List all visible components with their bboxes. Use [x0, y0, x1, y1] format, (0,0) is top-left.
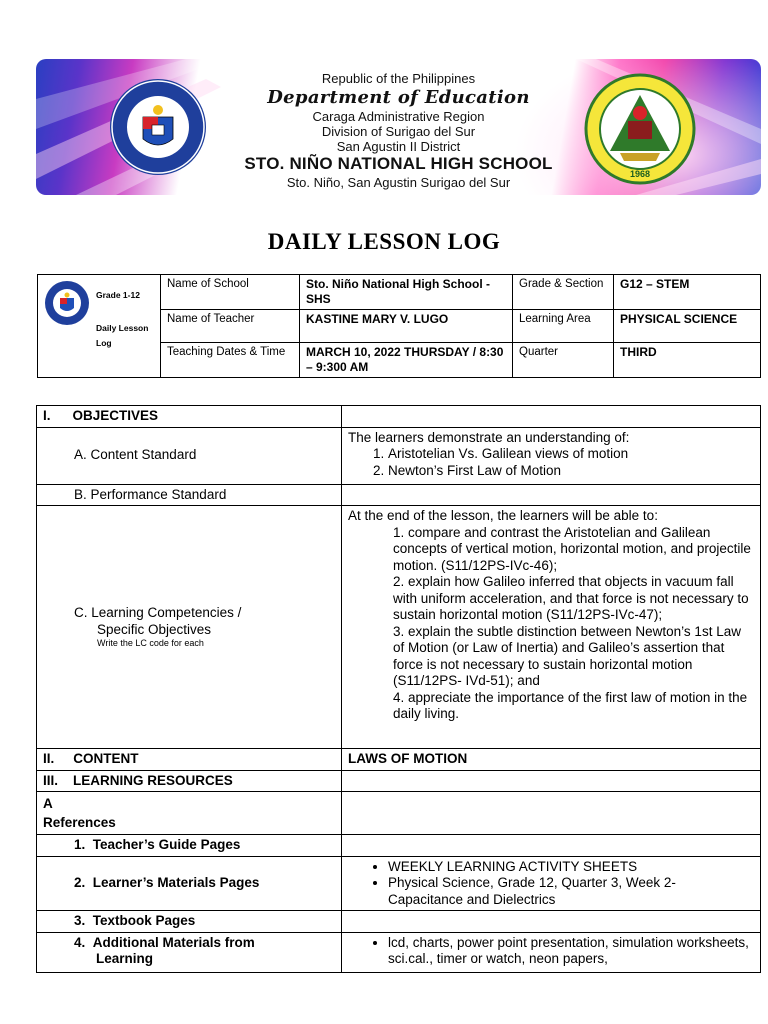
content-standard-label: A. Content Standard [37, 427, 342, 484]
list-item: • Physical Science, Grade 12, Quarter 3, Week 2- Capacitance and Dielectrics [388, 875, 754, 908]
content-standard-value: The learners demonstrate an understanding of: 1. Aristotelian Vs. Galilean views of motion 2. Newton’s First Law of Motion [342, 427, 761, 484]
performance-standard-label: B. Performance Standard [37, 484, 342, 506]
region-text: Caraga Administrative Region [312, 109, 485, 124]
teaching-dates-value: MARCH 10, 2022 THURSDAY / 8:30 – 9:300 AM [300, 343, 513, 378]
teaching-dates-label: Teaching Dates & Time [161, 343, 300, 378]
list-item: 2. Newton’s First Law of Motion [388, 463, 754, 480]
additional-materials-value [342, 932, 761, 972]
list-item: • WEEKLY LEARNING ACTIVITY SHEETS [388, 859, 754, 876]
competencies-value: At the end of the lesson, the learners will be able to: 1. compare and contrast the Aristotelian and Galilean concepts of vertical motion, horizontal motion, and projectile motion. (S11/12PS-IVc-46); 2. explain how Galileo inferred that objects in vacuum fall with uniform acceleration, and that force is not necessary to sustain horizontal motion (S11/12PS-IVc-47); 3. explain the subtle distinction between Newton’s 1st Law of Motion (or Law of Inertia) and Galileo’s assertion that force is not necessary to sustain horizontal motion (S11/12PS- IVd-51); and 4. appreciate the importance of the first law of motion in the daily living. [342, 506, 761, 749]
list-item: • lcd, charts, power point presentation, simulation worksheets, sci.cal., timer or watch, neon papers, [388, 935, 754, 968]
references-heading: A References [37, 792, 342, 835]
quarter-label: Quarter [513, 343, 614, 378]
grade-section-value: G12 – STEM [614, 275, 761, 310]
list-item: 3. explain the subtle distinction between Newton’s 1st Law of Motion (or Law of Inertia) and Galileo’s assertion that force is not necessary to sustain horizontal motion (S11/12PS- IVd-51); and [393, 623, 741, 688]
department-text: Department of Education [267, 87, 530, 108]
name-of-teacher-label: Name of Teacher [161, 310, 300, 343]
list-item: 4. appreciate the importance of the first law of motion in the daily living. [393, 689, 748, 721]
performance-standard-value [342, 484, 761, 506]
learning-area-label: Learning Area [513, 310, 614, 343]
quarter-value: THIRD [614, 343, 761, 378]
tg-pages-label: 1. Teacher’s Guide Pages [37, 835, 342, 857]
lm-pages-label: 2. Learner’s Materials Pages [37, 856, 342, 911]
textbook-pages-value [342, 911, 761, 933]
name-of-teacher-value: KASTINE MARY V. LUGO [300, 310, 513, 343]
textbook-pages-label: 3. Textbook Pages [37, 911, 342, 933]
grade-section-label: Grade & Section [513, 275, 614, 310]
lesson-plan-table [36, 405, 761, 973]
page-title: DAILY LESSON LOG [267, 229, 501, 254]
school-address: Sto. Niño, San Agustin Surigao del Sur [286, 175, 511, 190]
district-text: San Agustin II District [336, 139, 461, 154]
competencies-label: C. Learning Competencies / Specific Objectives Write the LC code for each [37, 506, 342, 749]
name-of-school-label: Name of School [161, 275, 300, 310]
dll-label: Daily Lesson Log [96, 323, 149, 348]
division-text: Division of Surigao del Sur [321, 124, 476, 139]
school-seal-year: 1968 [629, 169, 651, 179]
republic-text: Republic of the Philippines [321, 71, 476, 86]
lesson-info-table [37, 274, 761, 378]
list-item: 1. compare and contrast the Aristotelian and Galilean concepts of vertical motion, horizontal motion, and projectile motion. (S11/12PS-IVc-46); [393, 524, 751, 573]
lm-pages-value [342, 856, 761, 911]
logo-cell [38, 275, 161, 378]
competencies-note: Write the LC code for each [97, 638, 204, 648]
header-banner [36, 59, 761, 195]
learning-area-value: PHYSICAL SCIENCE [614, 310, 761, 343]
objectives-heading: I. OBJECTIVES [37, 406, 342, 428]
name-of-school-value: Sto. Niño National High School - SHS [300, 275, 513, 310]
deped-small-seal-icon [44, 280, 90, 326]
content-value: LAWS OF MOTION [342, 749, 761, 771]
list-item: 1. Aristotelian Vs. Galilean views of motion [388, 446, 754, 463]
grade-label: Grade 1-12 [96, 290, 140, 300]
additional-materials-label: 4. Additional Materials from Learning [37, 932, 342, 972]
tg-pages-value [342, 835, 761, 857]
resources-heading: III. LEARNING RESOURCES [37, 770, 342, 792]
list-item: 2. explain how Galileo inferred that objects in vacuum fall with uniform acceleration, and that force is not necessary to sustain horizontal motion (S11/12PS-IVc-47); [393, 574, 749, 622]
content-heading: II. CONTENT [37, 749, 342, 771]
school-name: STO. NIÑO NATIONAL HIGH SCHOOL [244, 154, 553, 173]
content-standard-list [348, 446, 754, 479]
